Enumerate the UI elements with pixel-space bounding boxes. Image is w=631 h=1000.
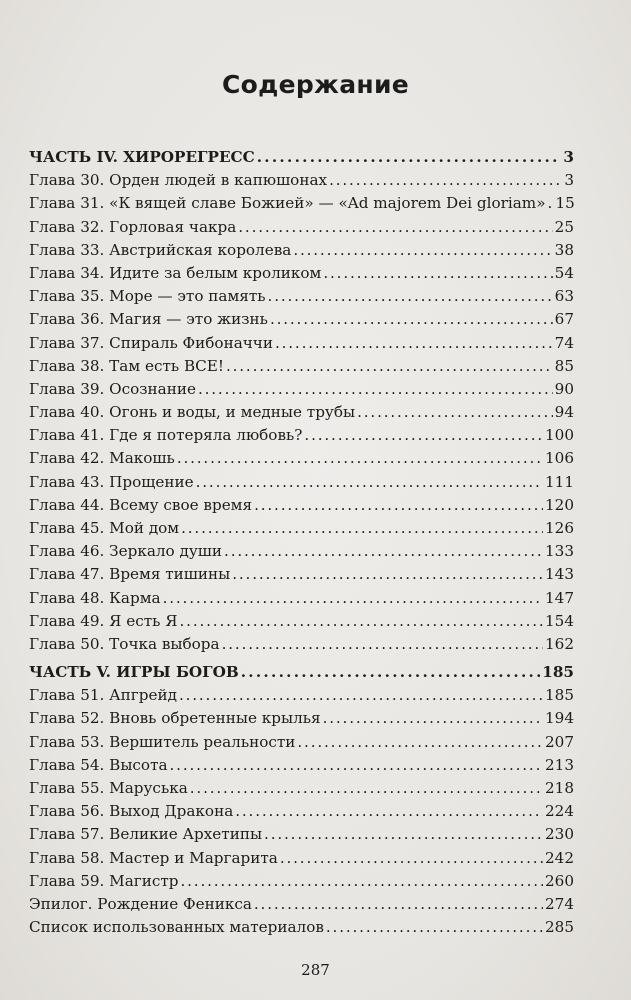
toc-entry-page: 285 [545, 918, 574, 937]
toc-entry [29, 633, 574, 656]
dot-leader [179, 684, 543, 707]
toc-entry-label: Глава 31. «К вящей славе Божией» — «Ad majorem Dei gloriam» [29, 194, 546, 213]
toc-entry-label: Глава 40. Огонь и воды, и медные трубы [29, 403, 356, 422]
dot-leader [270, 308, 553, 331]
dot-leader [198, 378, 553, 401]
toc-entry-page: 224 [545, 802, 574, 821]
toc-entry-label: Глава 51. Апгрейд [29, 686, 177, 705]
toc-entry [29, 610, 574, 633]
toc-entry-label: Глава 42. Макошь [29, 449, 175, 468]
toc-entry-page: 85 [554, 356, 574, 375]
toc-entry-page: 126 [545, 519, 574, 537]
toc-entry [29, 731, 574, 754]
toc-entry-page: 230 [545, 825, 574, 844]
toc-entry-page: 54 [554, 263, 574, 282]
toc-entry [29, 517, 574, 540]
toc-entry-label: Глава 53. Вершитель реальности [29, 732, 296, 751]
toc-entry-page: 63 [554, 287, 574, 306]
dot-leader [226, 355, 553, 378]
dot-leader [280, 847, 543, 870]
dot-leader [297, 731, 543, 754]
toc-entry-page: 74 [554, 333, 574, 352]
toc-entry-label: Глава 47. Время тишины [29, 565, 231, 584]
dot-leader [180, 610, 543, 633]
toc-entry-label: Глава 41. Где я потеряла любовь? [29, 426, 303, 445]
toc-entry-label: Глава 35. Море — это память [29, 287, 266, 306]
toc-entry-label: Глава 56. Выход Дракона [29, 802, 234, 821]
toc-entry-page: 260 [545, 871, 574, 890]
toc-entry [29, 540, 574, 563]
toc-entry-label: Глава 54. Высота [29, 755, 168, 774]
toc-entry [29, 332, 574, 355]
toc-entry-page: 38 [554, 240, 574, 259]
toc-entry-label: Эпилог. Рождение Феникса [29, 894, 252, 913]
page-title: Содержание [221, 70, 410, 99]
toc-entry-label: Глава 58. Мастер и Маргарита [29, 848, 278, 867]
toc-entry-label: Глава 46. Зеркало души [29, 542, 223, 561]
toc-entry-page: 162 [545, 634, 574, 653]
part-page: 185 [542, 663, 574, 681]
toc-entry-page: 213 [545, 755, 574, 774]
dot-leader [268, 285, 553, 308]
toc-entry [29, 684, 574, 707]
toc-entry-label: Глава 36. Магия — это жизнь [29, 310, 268, 329]
dot-leader [323, 707, 543, 730]
dot-leader [275, 332, 553, 355]
toc-entry [29, 285, 574, 308]
toc-entry-label: Глава 33. Австрийская королева [29, 240, 292, 259]
dot-leader [241, 661, 541, 684]
toc-entry [29, 823, 574, 846]
toc-entry-page: 120 [545, 495, 574, 514]
dot-leader [357, 401, 553, 424]
part-title: ЧАСТЬ IV. ХИРОРЕГРЕСС [29, 148, 255, 166]
toc-entry-page: 242 [545, 848, 574, 867]
toc-entry [29, 916, 574, 939]
toc-entry [29, 169, 574, 192]
toc-entry [29, 424, 574, 447]
dot-leader [323, 262, 552, 285]
dot-leader [196, 471, 543, 494]
dot-leader [548, 192, 554, 215]
toc-entry [29, 754, 574, 777]
dot-leader [254, 893, 543, 916]
toc-entry [29, 563, 574, 586]
toc-entry-page: 185 [545, 686, 574, 705]
toc-entry-label: Глава 52. Вновь обретенные крылья [29, 709, 321, 728]
toc-entry [29, 707, 574, 730]
part-title: ЧАСТЬ V. ИГРЫ БОГОВ [29, 663, 239, 681]
toc-entry-label: Глава 50. Точка выбора [29, 634, 220, 653]
toc-entry-label: Глава 49. Я есть Я [29, 611, 178, 630]
toc-entry [29, 893, 574, 916]
dot-leader [264, 823, 543, 846]
toc-entry [29, 777, 574, 800]
dot-leader [254, 494, 543, 517]
toc-entry-page: 90 [554, 379, 574, 398]
toc-entry [29, 262, 574, 285]
toc-entry [29, 216, 574, 239]
part-page: 3 [563, 148, 574, 166]
toc-entry-page: 274 [545, 894, 574, 913]
toc-entry [29, 494, 574, 517]
toc-entry-label: Глава 38. Там есть ВСЕ! [29, 356, 224, 375]
dot-leader [329, 169, 562, 192]
toc-entry-label: Глава 32. Горловая чакра [29, 217, 237, 236]
toc-part-heading [29, 661, 574, 684]
toc-entry-label: Глава 34. Идите за белым кроликом [29, 263, 322, 282]
toc-entry-page: 111 [545, 472, 574, 491]
toc-entry [29, 870, 574, 893]
toc-section-part-iv [29, 146, 574, 656]
toc-entry-label: Глава 55. Маруська [29, 778, 188, 797]
toc-entry [29, 401, 574, 424]
dot-leader [190, 777, 543, 800]
dot-leader [181, 870, 544, 893]
toc-part-heading [29, 146, 574, 169]
dot-leader [232, 563, 543, 586]
toc-entry-label: Глава 48. Карма [29, 588, 161, 607]
dot-leader [235, 800, 543, 823]
dot-leader [293, 239, 552, 262]
toc-entry [29, 587, 574, 610]
toc-entry-page: 94 [554, 403, 574, 422]
dot-leader [222, 633, 543, 656]
toc-entry-label: Глава 44. Всему свое время [29, 495, 253, 514]
toc-entry-page: 194 [545, 709, 574, 728]
toc-entry-page: 3 [564, 171, 574, 190]
dot-leader [163, 587, 543, 610]
toc-entry-label: Список использованных материалов [29, 918, 324, 937]
toc-entry [29, 447, 574, 470]
toc-entry-page: 106 [545, 449, 574, 468]
toc-entry-page: 15 [555, 194, 575, 213]
dot-leader [224, 540, 543, 563]
toc-entry [29, 471, 574, 494]
toc-entry-label: Глава 57. Великие Архетипы [29, 825, 263, 844]
toc-entry [29, 378, 574, 401]
toc-entry [29, 800, 574, 823]
page-number: 287 [301, 961, 330, 979]
dot-leader [238, 216, 552, 239]
toc-entry [29, 308, 574, 331]
toc-entry-label: Глава 30. Орден людей в капюшонах [29, 171, 328, 190]
toc-entry [29, 355, 574, 378]
dot-leader [257, 146, 562, 169]
toc-entry-page: 133 [545, 542, 574, 561]
toc-entry-label: Глава 59. Магистр [29, 871, 179, 890]
dot-leader [326, 916, 543, 939]
dot-leader [304, 424, 543, 447]
toc-entry-page: 67 [554, 310, 574, 329]
toc-entry-label: Глава 39. Осознание [29, 379, 196, 398]
toc-entry-page: 147 [545, 588, 574, 607]
dot-leader [177, 447, 543, 470]
toc-entry-page: 218 [545, 778, 574, 797]
toc-entry-page: 25 [554, 217, 574, 236]
toc-entry-label: Глава 45. Мой дом [29, 519, 180, 537]
toc-entry-page: 143 [545, 565, 574, 584]
toc-entry-page: 207 [545, 732, 574, 751]
toc-entry [29, 239, 574, 262]
toc-entry-page: 154 [545, 611, 574, 630]
dot-leader [181, 517, 543, 540]
toc-entry-page: 100 [545, 426, 574, 445]
toc-entry [29, 192, 574, 215]
toc-entry-label: Глава 43. Прощение [29, 472, 194, 491]
toc-entry-label: Глава 37. Спираль Фибоначчи [29, 333, 273, 352]
toc-section-part-v [29, 661, 574, 939]
toc-entry [29, 847, 574, 870]
dot-leader [170, 754, 543, 777]
